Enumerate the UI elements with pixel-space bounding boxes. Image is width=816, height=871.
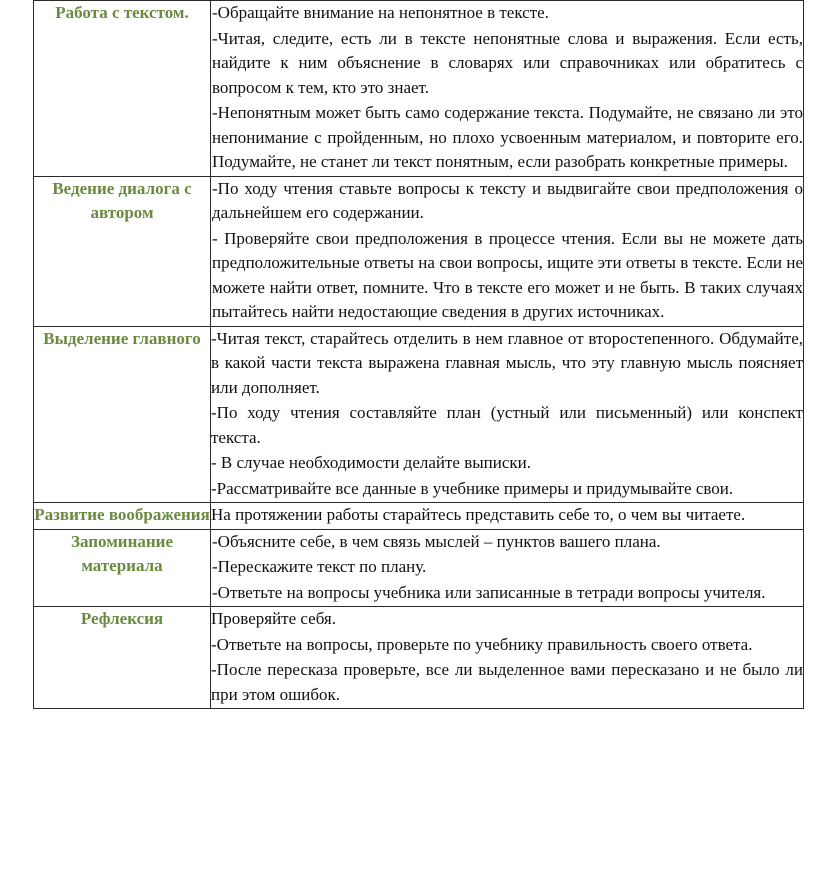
row-content <box>211 176 804 326</box>
paragraph: - Проверяйте свои предположения в процессе чтения. Если вы не можете дать предположительные ответы на свои вопросы, ищите эти ответы в тексте. Если не можете найти ответ, помните. Что в тексте его может и не быть. В таких случаях пытайтесь найти недостающие сведения в других источниках. <box>212 228 803 321</box>
row-heading: Работа с текстом. <box>34 1 211 177</box>
paragraph: -Объясните себе, в чем связь мыслей – пунктов вашего плана. <box>212 531 661 551</box>
paragraph: -Рассматривайте все данные в учебнике примеры и придумывайте свои. <box>211 478 734 498</box>
paragraph: -Читая текст, старайтесь отделить в нем главное от второстепенного. Обдумайте, в какой части текста выражена главная мысль, что эту главную мысль поясняет или дополняет. <box>211 328 803 397</box>
table-row <box>34 503 804 530</box>
table-row <box>34 326 804 503</box>
paragraph: На протяжении работы старайтесь представить себе то, о чем вы читаете. <box>211 505 746 524</box>
row-heading: Выделение главного <box>34 326 211 503</box>
table-row <box>34 176 804 326</box>
paragraph: Проверяйте себя. <box>211 609 336 628</box>
paragraph: -Ответьте на вопросы учебника или записанные в тетради вопросы учителя. <box>212 582 766 602</box>
row-heading: Запоминание материала <box>34 529 211 607</box>
paragraph: -Перескажите текст по плану. <box>212 557 427 576</box>
reading-guidelines-table <box>33 0 804 709</box>
paragraph: -Непонятным может быть само содержание текста. Подумайте, не связано ли это непонимание с пройденным, но плохо усвоенным материалом, и повторите его. Подумайте, не станет ли текст понятным, если разобрать конкретные примеры. <box>212 103 803 171</box>
row-content <box>211 529 804 607</box>
row-content <box>211 1 804 177</box>
paragraph: -После пересказа проверьте, все ли выделенное вами пересказано и не было ли при этом ошибок. <box>211 660 803 704</box>
row-heading: Развитие воображения <box>34 503 211 530</box>
row-content <box>211 607 804 709</box>
paragraph: -По ходу чтения ставьте вопросы к тексту и выдвигайте свои предположения о дальнейшем его содержании. <box>212 178 803 222</box>
paragraph: -Читая, следите, есть ли в тексте непонятные слова и выражения. Если есть, найдите к ним объяснение в словарях или справочниках или обратитесь с вопросом к тем, кто это знает. <box>212 28 803 97</box>
table-row <box>34 529 804 607</box>
row-content <box>211 326 804 503</box>
table-row <box>34 1 804 177</box>
paragraph: -Обращайте внимание на непонятное в тексте. <box>212 3 549 22</box>
paragraph: - В случае необходимости делайте выписки. <box>211 453 532 472</box>
paragraph: -Ответьте на вопросы, проверьте по учебнику правильность своего ответа. <box>211 634 753 654</box>
table-row <box>34 607 804 709</box>
row-heading: Рефлексия <box>34 607 211 709</box>
row-heading: Ведение диалога с автором <box>34 176 211 326</box>
paragraph: -По ходу чтения составляйте план (устный или письменный) или конспект текста. <box>211 403 803 447</box>
row-content <box>211 503 804 530</box>
